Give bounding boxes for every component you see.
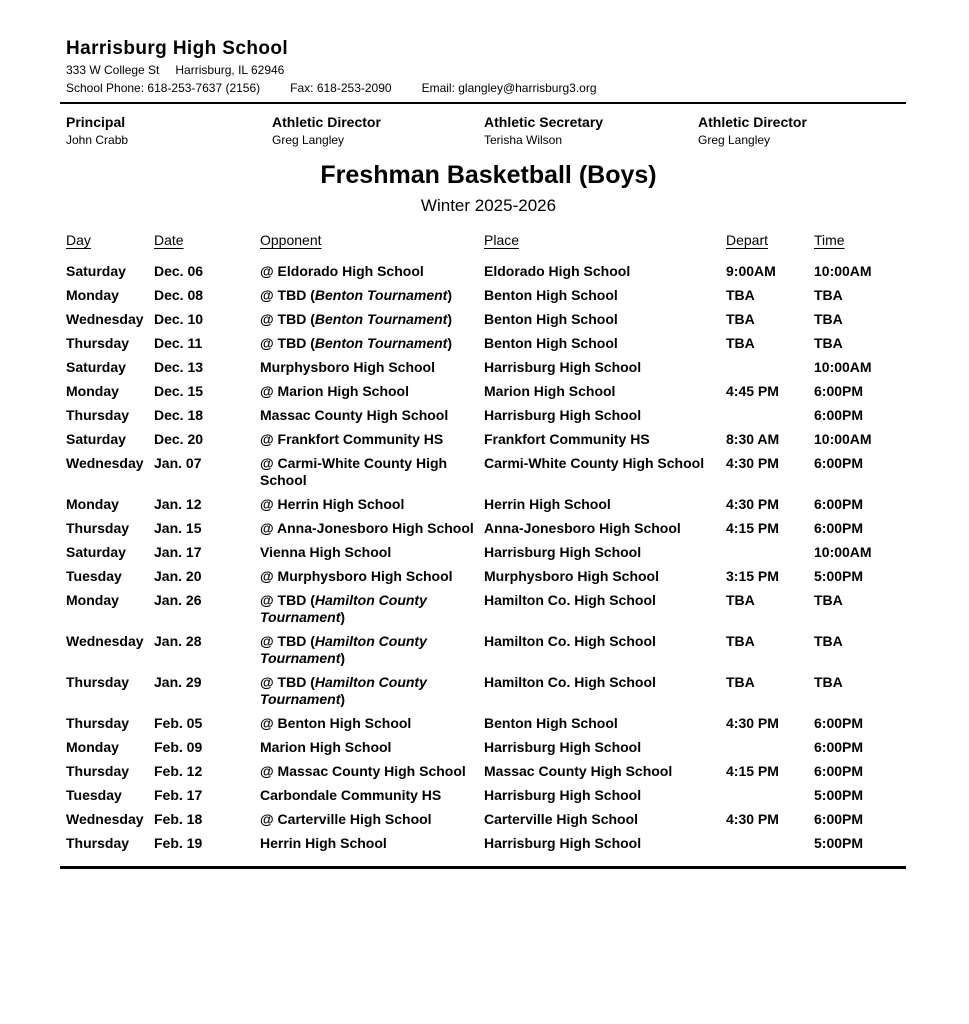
place-cell: Harrisburg High School (484, 787, 642, 803)
table-row (66, 493, 906, 517)
time-cell: 10:00AM (814, 431, 872, 447)
opponent-cell (260, 589, 484, 630)
staff-name: Greg Langley (698, 133, 771, 147)
day-cell: Thursday (66, 520, 130, 536)
place-cell: Frankfort Community HS (484, 431, 650, 447)
schedule-rows (66, 260, 906, 856)
staff-col-principal (66, 114, 272, 147)
table-row (66, 284, 906, 308)
time-cell: 10:00AM (814, 263, 872, 279)
opponent-cell (260, 428, 484, 452)
opponent-text: Carbondale Community HS (260, 787, 442, 803)
opponent-text: Murphysboro High School (260, 359, 435, 375)
col-header-date: Date (154, 232, 184, 248)
date-cell: Jan. 28 (154, 633, 202, 649)
table-row (66, 784, 906, 808)
time-cell: 6:00PM (814, 763, 864, 779)
staff-name: Terisha Wilson (484, 133, 563, 147)
opponent-text: @ Carterville High School (260, 811, 432, 827)
place-cell: Harrisburg High School (484, 407, 642, 423)
place-cell: Hamilton Co. High School (484, 674, 656, 690)
day-cell: Thursday (66, 715, 130, 731)
table-row (66, 356, 906, 380)
staff-col-athletic-secretary (484, 114, 698, 147)
opponent-suffix: ) (447, 311, 453, 327)
opponent-text: @ Anna-Jonesboro High School (260, 520, 474, 536)
staff-name: Greg Langley (272, 133, 345, 147)
day-cell: Saturday (66, 359, 126, 375)
day-cell: Thursday (66, 335, 130, 351)
date-cell: Jan. 15 (154, 520, 202, 536)
opponent-cell (260, 404, 484, 428)
date-cell: Jan. 17 (154, 544, 202, 560)
depart-cell: TBA (726, 335, 755, 351)
day-cell: Monday (66, 383, 119, 399)
opponent-text: @ Frankfort Community HS (260, 431, 444, 447)
time-cell: 6:00PM (814, 407, 864, 423)
header-divider (60, 102, 906, 104)
opponent-suffix: ) (340, 609, 346, 625)
depart-cell: 4:15 PM (726, 763, 779, 779)
opponent-text: @ Carmi-White County High School (260, 455, 448, 488)
opponent-text: @ Massac County High School (260, 763, 466, 779)
opponent-cell (260, 565, 484, 589)
col-header-day: Day (66, 232, 91, 248)
opponent-suffix: ) (447, 287, 453, 303)
table-row (66, 404, 906, 428)
opponent-suffix: ) (340, 650, 346, 666)
time-cell: 5:00PM (814, 787, 864, 803)
school-name: Harrisburg High School (66, 38, 289, 59)
day-cell: Thursday (66, 674, 130, 690)
table-row (66, 712, 906, 736)
staff-name: John Crabb (66, 133, 129, 147)
table-row (66, 565, 906, 589)
table-row (66, 832, 906, 856)
day-cell: Tuesday (66, 787, 122, 803)
place-cell: Hamilton Co. High School (484, 592, 656, 608)
date-cell: Dec. 15 (154, 383, 204, 399)
place-cell: Benton High School (484, 715, 618, 731)
time-cell: 6:00PM (814, 455, 864, 471)
time-cell: 6:00PM (814, 383, 864, 399)
date-cell: Dec. 06 (154, 263, 204, 279)
opponent-cell (260, 380, 484, 404)
tournament-name: Hamilton County Tournament (260, 592, 427, 625)
opponent-cell (260, 260, 484, 284)
date-cell: Dec. 13 (154, 359, 204, 375)
depart-cell (726, 404, 814, 428)
tournament-name: Hamilton County Tournament (260, 674, 427, 707)
depart-cell: 4:15 PM (726, 520, 779, 536)
opponent-cell (260, 630, 484, 671)
opponent-cell (260, 760, 484, 784)
depart-cell: 4:30 PM (726, 496, 779, 512)
day-cell: Saturday (66, 431, 126, 447)
opponent-text: @ Murphysboro High School (260, 568, 453, 584)
depart-cell (726, 832, 814, 856)
opponent-text: @ Eldorado High School (260, 263, 424, 279)
place-cell: Carterville High School (484, 811, 639, 827)
depart-cell: 8:30 AM (726, 431, 780, 447)
opponent-cell (260, 493, 484, 517)
time-cell: 6:00PM (814, 739, 864, 755)
depart-cell: 4:30 PM (726, 455, 779, 471)
depart-cell: 4:30 PM (726, 715, 779, 731)
date-cell: Dec. 10 (154, 311, 204, 327)
bottom-divider (60, 866, 906, 869)
table-row (66, 428, 906, 452)
depart-cell: TBA (726, 633, 755, 649)
date-cell: Feb. 12 (154, 763, 203, 779)
depart-cell (726, 541, 814, 565)
time-cell: TBA (814, 287, 843, 303)
col-header-time: Time (814, 232, 845, 248)
school-contact (66, 81, 911, 95)
school-header (66, 38, 911, 104)
depart-cell (726, 736, 814, 760)
place-cell: Massac County High School (484, 763, 673, 779)
time-cell: TBA (814, 633, 843, 649)
opponent-text: @ Marion High School (260, 383, 409, 399)
opponent-text: @ TBD ( (260, 287, 315, 303)
opponent-cell (260, 784, 484, 808)
season-subtitle: Winter 2025-2026 (420, 196, 557, 215)
opponent-cell (260, 808, 484, 832)
staff-title: Athletic Director (272, 114, 381, 130)
place-cell: Marion High School (484, 383, 616, 399)
place-cell: Eldorado High School (484, 263, 631, 279)
opponent-cell (260, 308, 484, 332)
date-cell: Feb. 18 (154, 811, 203, 827)
opponent-cell (260, 712, 484, 736)
table-row (66, 541, 906, 565)
col-header-place: Place (484, 232, 520, 248)
opponent-text: @ TBD ( (260, 311, 315, 327)
date-cell: Dec. 18 (154, 407, 204, 423)
date-cell: Jan. 26 (154, 592, 202, 608)
staff-title: Athletic Director (698, 114, 807, 130)
opponent-text: @ TBD ( (260, 674, 315, 690)
depart-cell: TBA (726, 311, 755, 327)
depart-cell: TBA (726, 592, 755, 608)
opponent-cell (260, 452, 484, 493)
depart-cell (726, 356, 814, 380)
depart-cell: 3:15 PM (726, 568, 779, 584)
table-row (66, 630, 906, 671)
time-cell: TBA (814, 335, 843, 351)
time-cell: 6:00PM (814, 811, 864, 827)
staff-col-athletic-director-1 (272, 114, 484, 147)
place-cell: Benton High School (484, 311, 618, 327)
time-cell: 5:00PM (814, 568, 864, 584)
date-cell: Feb. 09 (154, 739, 203, 755)
place-cell: Harrisburg High School (484, 835, 642, 851)
time-cell: 10:00AM (814, 359, 872, 375)
col-header-opponent: Opponent (260, 232, 322, 248)
opponent-text: @ TBD ( (260, 633, 315, 649)
opponent-suffix: ) (340, 691, 346, 707)
table-row (66, 380, 906, 404)
day-cell: Monday (66, 592, 119, 608)
opponent-cell (260, 671, 484, 712)
day-cell: Thursday (66, 407, 130, 423)
staff-title: Athletic Secretary (484, 114, 604, 130)
place-cell: Anna-Jonesboro High School (484, 520, 681, 536)
time-cell: TBA (814, 311, 843, 327)
date-cell: Jan. 07 (154, 455, 202, 471)
schedule-table (66, 228, 906, 856)
table-row (66, 260, 906, 284)
col-header-depart: Depart (726, 232, 769, 248)
place-cell: Harrisburg High School (484, 359, 642, 375)
address-city: Harrisburg, IL 62946 (175, 63, 285, 77)
date-cell: Feb. 05 (154, 715, 203, 731)
day-cell: Wednesday (66, 311, 144, 327)
opponent-cell (260, 517, 484, 541)
table-row (66, 308, 906, 332)
depart-cell: TBA (726, 287, 755, 303)
opponent-cell (260, 356, 484, 380)
place-cell: Benton High School (484, 287, 618, 303)
date-cell: Jan. 29 (154, 674, 202, 690)
place-cell: Hamilton Co. High School (484, 633, 656, 649)
time-cell: 6:00PM (814, 715, 864, 731)
day-cell: Monday (66, 496, 119, 512)
opponent-cell (260, 332, 484, 356)
place-cell: Murphysboro High School (484, 568, 659, 584)
table-row (66, 332, 906, 356)
staff-col-athletic-director-2 (698, 114, 911, 147)
opponent-text: Marion High School (260, 739, 392, 755)
tournament-name: Benton Tournament (314, 335, 448, 351)
table-header-row (66, 228, 906, 260)
place-cell: Herrin High School (484, 496, 611, 512)
address-street: 333 W College St (66, 63, 160, 77)
date-cell: Dec. 11 (154, 335, 203, 351)
tournament-name: Hamilton County Tournament (260, 633, 427, 666)
day-cell: Saturday (66, 263, 126, 279)
place-cell: Carmi-White County High School (484, 455, 705, 471)
page-title: Freshman Basketball (Boys) (320, 161, 657, 189)
day-cell: Wednesday (66, 633, 144, 649)
depart-cell (726, 784, 814, 808)
opponent-text: @ Benton High School (260, 715, 412, 731)
table-row (66, 736, 906, 760)
day-cell: Wednesday (66, 811, 144, 827)
date-cell: Feb. 17 (154, 787, 203, 803)
depart-cell: 4:30 PM (726, 811, 779, 827)
table-row (66, 589, 906, 630)
day-cell: Thursday (66, 763, 130, 779)
opponent-suffix: ) (447, 335, 453, 351)
opponent-text: @ TBD ( (260, 592, 315, 608)
date-cell: Jan. 20 (154, 568, 202, 584)
opponent-text: @ TBD ( (260, 335, 315, 351)
opponent-cell (260, 736, 484, 760)
day-cell: Monday (66, 287, 119, 303)
place-cell: Harrisburg High School (484, 544, 642, 560)
opponent-cell (260, 832, 484, 856)
depart-cell: TBA (726, 674, 755, 690)
tournament-name: Benton Tournament (314, 311, 448, 327)
depart-cell: 4:45 PM (726, 383, 779, 399)
time-cell: TBA (814, 592, 843, 608)
school-email: Email: glangley@harrisburg3.org (421, 81, 597, 95)
day-cell: Saturday (66, 544, 126, 560)
table-row (66, 452, 906, 493)
time-cell: 6:00PM (814, 496, 864, 512)
staff-title: Principal (66, 114, 126, 130)
time-cell: 6:00PM (814, 520, 864, 536)
school-fax: Fax: 618-253-2090 (290, 81, 392, 95)
date-cell: Jan. 12 (154, 496, 202, 512)
opponent-text: Massac County High School (260, 407, 449, 423)
staff-row (66, 114, 911, 147)
depart-cell: 9:00AM (726, 263, 776, 279)
day-cell: Tuesday (66, 568, 122, 584)
opponent-text: Vienna High School (260, 544, 392, 560)
day-cell: Wednesday (66, 455, 144, 471)
date-cell: Feb. 19 (154, 835, 203, 851)
opponent-cell (260, 284, 484, 308)
opponent-text: Herrin High School (260, 835, 387, 851)
day-cell: Thursday (66, 835, 130, 851)
school-phone: School Phone: 618-253-7637 (2156) (66, 81, 261, 95)
time-cell: TBA (814, 674, 843, 690)
school-address (66, 63, 911, 77)
place-cell: Benton High School (484, 335, 618, 351)
table-row (66, 760, 906, 784)
day-cell: Monday (66, 739, 119, 755)
table-row (66, 671, 906, 712)
opponent-text: @ Herrin High School (260, 496, 405, 512)
tournament-name: Benton Tournament (314, 287, 448, 303)
opponent-cell (260, 541, 484, 565)
date-cell: Dec. 20 (154, 431, 204, 447)
table-row (66, 808, 906, 832)
time-cell: 5:00PM (814, 835, 864, 851)
date-cell: Dec. 08 (154, 287, 204, 303)
place-cell: Harrisburg High School (484, 739, 642, 755)
table-row (66, 517, 906, 541)
time-cell: 10:00AM (814, 544, 872, 560)
